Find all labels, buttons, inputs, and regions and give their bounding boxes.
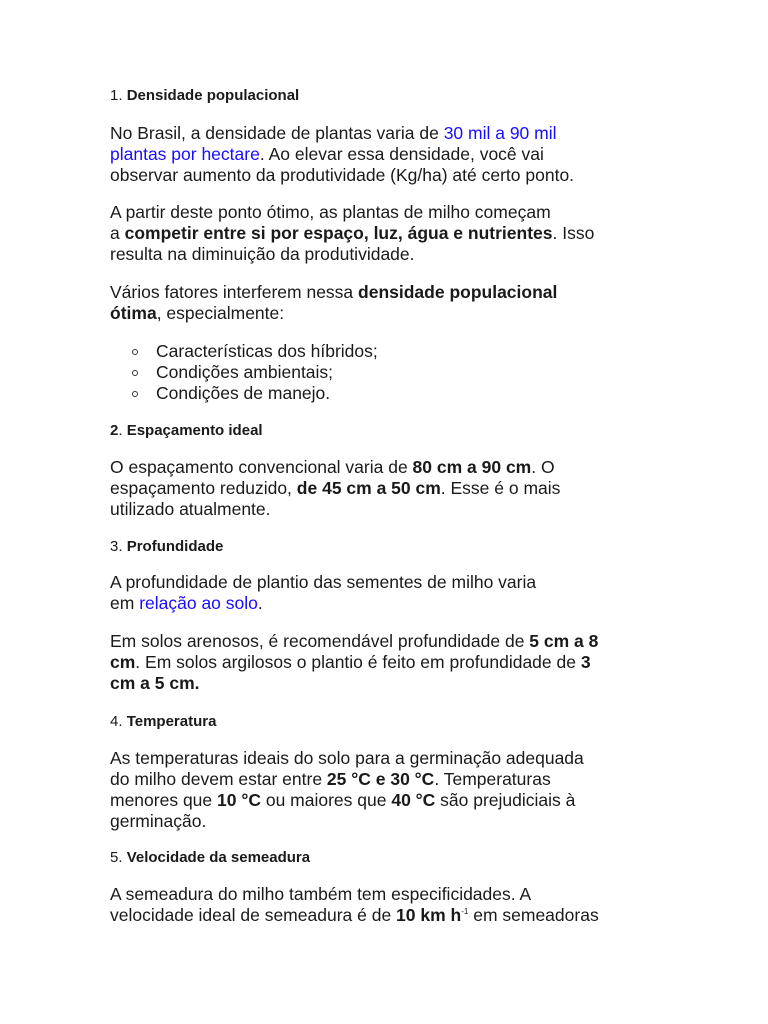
paragraph-profundidade-2: Em solos arenosos, é recomendável profundidade de 5 cm a 8 cm. Em solos argilosos o plantio é feito em profundidade de 3 cm a 5 cm. [110, 631, 599, 693]
paragraph-temperatura: As temperaturas ideais do solo para a germinação adequada do milho devem estar entre 25 °C e 30 °C. Temperaturas menores que 10 °C ou maiores que 40 °C são prejudiciais à germinação. [110, 748, 584, 831]
paragraph-velocidade: A semeadura do milho também tem especificidades. A velocidade ideal de semeadura é de 10 km $h^{-1}$ em semeadoras [110, 884, 599, 925]
paragraph-densidade-2: A partir deste ponto ótimo, as plantas de milho começam a competir entre si por espaço, luz, água e nutrientes. Isso resulta na diminuição da produtividade. [110, 202, 595, 264]
section-heading-profundidade: 3. Profundidade [110, 538, 224, 555]
superscript-exponent: -1 [461, 907, 469, 916]
paragraph-densidade-1: No Brasil, a densidade de plantas varia de 30 mil a 90 mil plantas por hectare. Ao elevar essa densidade, você vai observar aumento da produtividade (Kg/ha) até certo ponto. [110, 123, 575, 185]
paragraph-densidade-3: Vários fatores interferem nessa densidade populacional ótima, especialmente: [110, 282, 558, 323]
link-relacao-ao-solo[interactable]: relação ao solo [139, 593, 258, 613]
list-item: Características dos híbridos; [132, 341, 378, 362]
section-title: Espaçamento ideal [126, 422, 263, 439]
section-title: Profundidade [126, 538, 224, 555]
link-densidade-range[interactable]: 30 mil a 90 mil [443, 123, 557, 143]
section-heading-velocidade: 5. Velocidade da semeadura [110, 849, 311, 866]
section-title: Temperatura [126, 713, 217, 730]
list-item: Condições de manejo. [132, 383, 378, 404]
section-title: Densidade populacional [126, 87, 300, 104]
section-heading-temperatura: 4. Temperatura [110, 713, 217, 730]
link-plantas-por-hectare[interactable]: plantas por hectare [110, 144, 260, 164]
list-item: Condições ambientais; [132, 362, 378, 383]
section-heading-densidade: 1. Densidade populacional [110, 87, 300, 104]
section-title: Velocidade da semeadura [126, 849, 311, 866]
circle-bullet-icon [132, 391, 138, 397]
factors-list [132, 341, 378, 404]
section-heading-espacamento: 2. Espaçamento ideal [110, 422, 263, 439]
paragraph-profundidade-1: A profundidade de plantio das sementes de milho varia em relação ao solo. [110, 572, 537, 613]
circle-bullet-icon [132, 370, 138, 376]
paragraph-espacamento: O espaçamento convencional varia de 80 cm a 90 cm. O espaçamento reduzido, de 45 cm a 50 cm. Esse é o mais utilizado atualmente. [110, 457, 561, 519]
circle-bullet-icon [132, 349, 138, 355]
